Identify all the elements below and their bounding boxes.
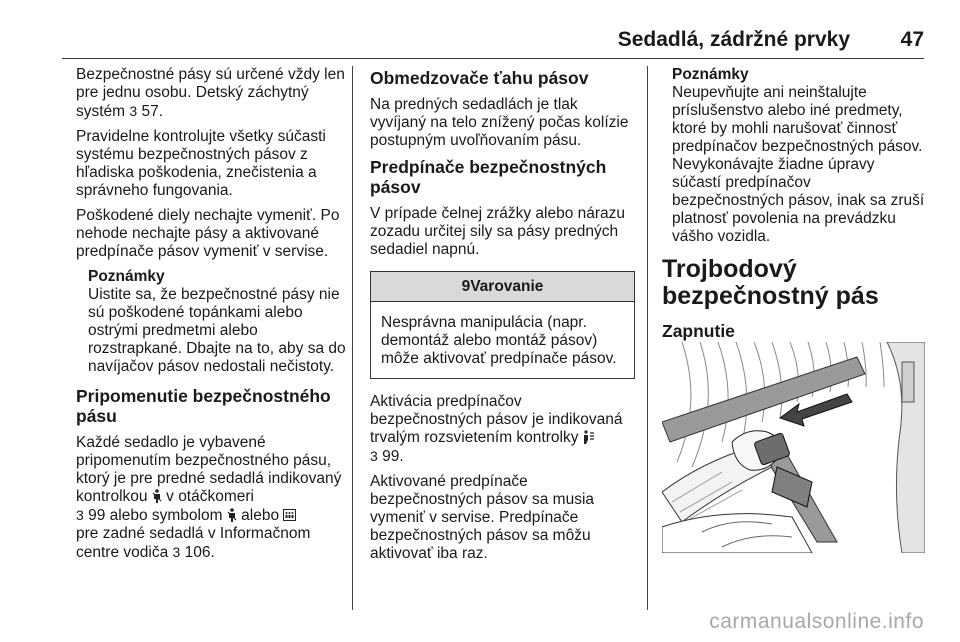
column-right [662,66,927,352]
warning-header [371,272,634,302]
column-left [76,66,348,569]
section-heading: Predpínače bezpečnostných pásov [370,157,607,197]
warning-title: Varovanie [470,278,544,295]
ref-arrow-icon: 3 [370,448,378,464]
pretensioner-icon [583,430,595,444]
header-rule [62,58,924,59]
paragraph: Bezpečnostné pásy sú určené vždy len pre jednu osobu. Detský záchytný systém 3 57. [76,66,345,120]
note-title: Poznámky [88,268,165,285]
paragraph: Aktivované predpínače bezpečnostných pásov sa musia vymeniť v servise. Predpínače bezpečnostných pásov sa môžu aktivovať iba raz. [370,473,595,562]
note-block [672,66,927,246]
paragraph: Aktivácia predpínačov bezpečnostných pásov je indikovaná trvalým rozsvietením kontrolky 3 99. [370,393,623,465]
watermark: carmanualsonline.info [709,610,924,633]
page-header [0,28,960,58]
section-heading: Trojbodový bezpečnostný pás [662,255,879,310]
subsection-heading: Zapnutie [662,321,735,341]
paragraph: Každé sedadlo je vybavené pripomenutím bezpečnostného pásu, ktorý je pre predné sedadlá indikovaný kontrolkou v otáčkomeri 3 99 alebo symbolom alebo pre zadné sedadlá v Informačnom centre vodiča 3 106. [76,434,342,561]
seatbelt-reminder-icon [227,508,237,522]
ref-arrow-icon: 3 [172,544,181,560]
page-ref-link[interactable]: 57. [141,103,164,120]
ref-arrow-icon: 3 [129,103,138,119]
note-text: Uistite sa, že bezpečnostné pásy nie sú poškodené topánkami alebo ostrými predmetmi alebo rozstrapkané. Dbajte na to, aby sa do navíjačov pásov nedostali nečistoty. [88,286,346,375]
rear-seat-icon [283,509,296,521]
seatbelt-reminder-icon [152,489,162,503]
paragraph: Pravidelne kontrolujte všetky súčasti systému bezpečnostných pásov z hľadiska poškodenia, znečistenia a správneho fungovania. [76,128,326,199]
seatbelt-fastening-illustration [662,342,925,553]
paragraph: Na predných sedadlách je tlak vyvíjaný na telo znížený počas kolízie postupným uvoľňovaním pásu. [370,96,629,149]
paragraph: Poškodené diely nechajte vymeniť. Po nehode nechajte pásy a aktivované predpínače pásov vymeniť v servise. [76,207,340,260]
column-divider [647,66,648,610]
page-title: Sedadlá, zádržné prvky [617,28,850,51]
warning-text: Nesprávna manipulácia (napr. demontáž alebo montáž pásov) môže aktivovať predpínače pásov. [381,314,617,367]
paragraph: V prípade čelnej zrážky alebo nárazu zozadu určitej sily sa pásy predných sedadiel napnú. [370,205,626,258]
column-middle [370,66,635,570]
note-title: Poznámky [672,66,749,83]
warning-icon: 9 [461,278,471,295]
section-heading: Obmedzovače ťahu pásov [370,68,589,88]
section-heading: Pripomenutie bezpečnostného pásu [76,386,331,426]
ref-arrow-icon: 3 [76,507,84,523]
warning-box [370,271,635,379]
page-number: 47 [900,28,924,51]
column-divider [352,66,353,610]
note-text: Neupevňujte ani neinštalujte príslušenstvo alebo iné predmety, ktoré by mohli narušovať činnosť predpínačov bezpečnostných pásov. Nevykonávajte žiadne úpravy súčastí predpínačov bezpečnostných pásov, inak sa zruší platnosť povolenia na prevádzku vášho vozidla. [672,84,925,245]
note-block [88,268,348,376]
